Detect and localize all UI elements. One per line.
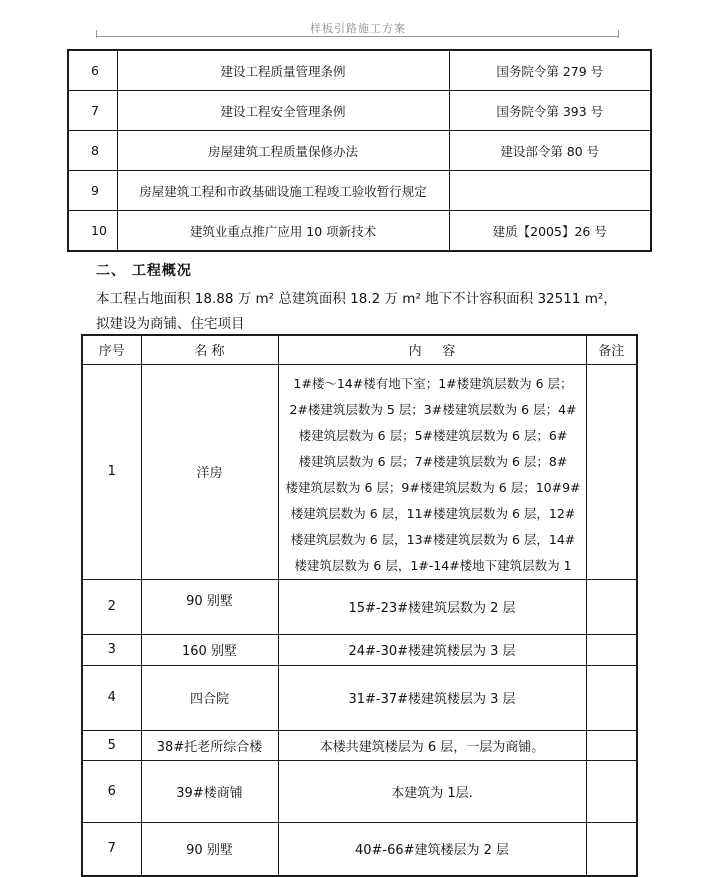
row-name: 38#托老所综合楼 [141, 730, 278, 760]
reg-reference: 国务院令第 393 号 [449, 91, 651, 131]
row-content: 本建筑为 1层. [278, 760, 586, 822]
row-no: 7 [82, 822, 141, 876]
regulations-table [67, 49, 652, 252]
table-row [68, 91, 651, 131]
reg-reference: 国务院令第 279 号 [449, 50, 651, 91]
section-heading: 二、 工程概况 [96, 263, 192, 279]
header-no: 序号 [82, 335, 141, 364]
table-row [82, 760, 637, 822]
table-row [68, 131, 651, 171]
table-row [82, 634, 637, 665]
overview-line-1: 本工程占地面积 18.88 万 m² 总建筑面积 18.2 万 m² 地下不计容积面积 32511 m²， [96, 291, 617, 307]
content-line: 2#楼建筑层数为 5 层；3#楼建筑层数为 6 层；4# [289, 401, 577, 417]
table-row [82, 730, 637, 760]
row-content: 40#-66#建筑楼层为 2 层 [278, 822, 586, 876]
row-remark [586, 760, 637, 822]
reg-reference [449, 171, 651, 211]
row-no: 3 [82, 634, 141, 665]
row-content: 31#-37#楼建筑楼层为 3 层 [278, 665, 586, 730]
row-content: 24#-30#楼建筑楼层为 3 层 [278, 634, 586, 665]
row-remark [586, 579, 637, 634]
header-rule [96, 36, 618, 37]
overview-line-2: 拟建设为商铺、住宅项目 [96, 316, 245, 332]
table-row [68, 50, 651, 91]
row-no: 6 [82, 760, 141, 822]
reg-reference: 建质【2005】26 号 [449, 211, 651, 252]
reg-name: 建设工程安全管理条例 [117, 91, 449, 131]
reg-reference: 建设部令第 80 号 [449, 131, 651, 171]
content-line: 1#楼～14#楼有地下室；1#楼建筑层数为 6 层； [293, 375, 573, 391]
row-no: 4 [82, 665, 141, 730]
reg-name: 建筑业重点推广应用 10 项新技术 [117, 211, 449, 252]
reg-number: 8 [68, 131, 117, 171]
table-row [82, 364, 637, 579]
header-rule-right-tick [618, 30, 619, 38]
table-row [82, 822, 637, 876]
content-line: 楼建筑层数为 6 层，1#-14#楼地下建筑层数为 1 [294, 557, 572, 573]
reg-number: 10 [68, 211, 117, 252]
project-table [81, 334, 638, 877]
reg-name: 房屋建筑工程和市政基础设施工程竣工验收暂行规定 [117, 171, 449, 211]
header-rule-left-tick [96, 30, 97, 38]
reg-number: 7 [68, 91, 117, 131]
content-line: 楼建筑层数为 6 层；9#楼建筑层数为 6 层；10#9# [285, 479, 581, 495]
row-name: 90 别墅 [141, 579, 278, 634]
row-remark [586, 634, 637, 665]
content-line: 楼建筑层数为 6 层；7#楼建筑层数为 6 层；8# [298, 453, 568, 469]
reg-number: 6 [68, 50, 117, 91]
header-name: 名 称 [141, 335, 278, 364]
row-no: 1 [82, 364, 141, 579]
row-name: 39#楼商铺 [141, 760, 278, 822]
row-remark [586, 364, 637, 579]
content-line: 楼建筑层数为 6 层，13#楼建筑层数为 6 层，14# [290, 531, 576, 547]
table-header-row [82, 335, 637, 364]
row-name: 洋房 [141, 364, 278, 579]
row-remark [586, 665, 637, 730]
table-row [82, 665, 637, 730]
page-header-title: 样板引路施工方案 [310, 22, 406, 35]
row-no: 2 [82, 579, 141, 634]
row-name: 四合院 [141, 665, 278, 730]
table-row [68, 171, 651, 211]
row-content: 本楼共建筑楼层为 6 层，一层为商铺。 [278, 730, 586, 760]
row-content: 15#-23#楼建筑层数为 2 层 [278, 579, 586, 634]
reg-name: 建设工程质量管理条例 [117, 50, 449, 91]
row-no: 5 [82, 730, 141, 760]
header-remark: 备注 [586, 335, 637, 364]
reg-number: 9 [68, 171, 117, 211]
content-line: 楼建筑层数为 6 层；5#楼建筑层数为 6 层；6# [298, 427, 568, 443]
reg-name: 房屋建筑工程质量保修办法 [117, 131, 449, 171]
row-remark [586, 730, 637, 760]
row-name: 90 别墅 [141, 822, 278, 876]
row-name: 160 别墅 [141, 634, 278, 665]
table-row [82, 579, 637, 634]
row-content [278, 364, 586, 579]
content-line: 楼建筑层数为 6 层，11#楼建筑层数为 6 层，12# [290, 505, 576, 521]
row-remark [586, 822, 637, 876]
header-content: 内 容 [278, 335, 586, 364]
table-row [68, 211, 651, 252]
